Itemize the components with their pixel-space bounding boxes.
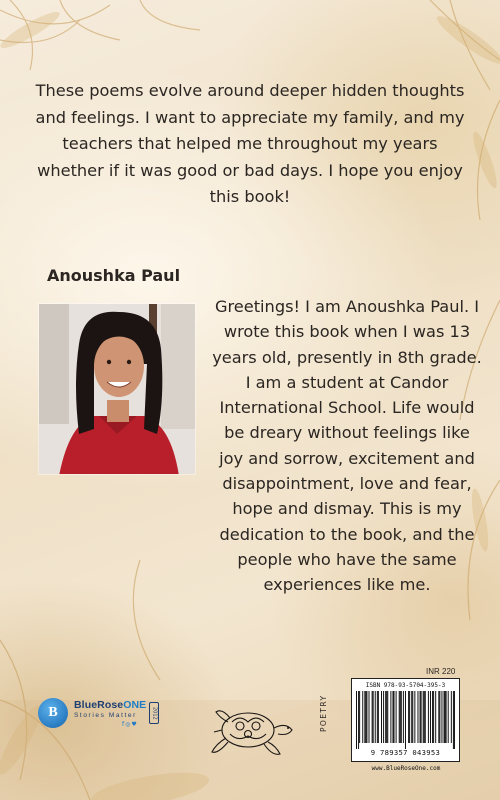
publisher-logo-text — [74, 699, 146, 728]
barcode-bar — [381, 691, 382, 743]
barcode-bar — [438, 691, 439, 743]
author-bio: Greetings! I am Anoushka Paul. I wrote this book when I was 13 years old, presently in 8th grade. I am a student at Candor International School. Life would be dreary without feelings like joy and sorrow, excitement and disappointment, love and fear, hope and dismay. This is my dedication to the book, and the people who have the same experiences like me. — [212, 297, 482, 595]
barcode-bar — [409, 691, 410, 743]
publisher-year: 2012 — [149, 702, 159, 724]
barcode-bar — [373, 691, 374, 743]
brand-one: ONE — [123, 698, 147, 711]
barcode-bar — [445, 691, 446, 743]
publisher-logo — [38, 698, 159, 728]
brand-main: BlueRose — [74, 698, 124, 711]
barcode-bar — [377, 691, 378, 743]
barcode-bar — [453, 691, 454, 749]
barcode-bar — [446, 691, 447, 743]
barcode-bar — [392, 691, 393, 743]
barcode-bar — [390, 691, 391, 743]
barcode-bar — [400, 691, 401, 743]
barcode-bar — [454, 691, 455, 749]
barcode-bar — [405, 691, 406, 749]
barcode-bars — [356, 691, 455, 749]
barcode-digits: 9 789357 043953 — [370, 748, 441, 757]
barcode-bar — [356, 691, 357, 749]
isbn-barcode — [351, 678, 460, 762]
barcode-bar — [369, 691, 370, 743]
barcode-bar — [359, 691, 360, 743]
barcode-bar — [433, 691, 434, 743]
barcode-bar — [403, 691, 404, 743]
barcode-bar — [399, 691, 400, 743]
barcode-bar — [396, 691, 397, 743]
barcode-bar — [448, 691, 449, 743]
barcode-bar — [372, 691, 373, 743]
publisher-url: www.BlueRoseOne.com — [371, 765, 441, 772]
barcode-bar — [430, 691, 431, 743]
barcode-bar — [423, 691, 424, 743]
barcode-bar — [364, 691, 365, 743]
barcode-bar — [387, 691, 388, 743]
barcode-bar — [451, 691, 452, 743]
price-label: INR 220 — [426, 667, 456, 676]
intro-paragraph: These poems evolve around deeper hidden thoughts and feelings. I want to appreciate my family, and my teachers that helped me throughout my years whether if it was good or bad days. I hope you enjoy this book! — [35, 81, 465, 206]
barcode-bar — [441, 691, 442, 743]
barcode-bar — [401, 691, 402, 743]
barcode-bar — [385, 691, 386, 743]
barcode-bar — [439, 691, 440, 743]
barcode-bar — [425, 691, 426, 743]
publisher-tagline: Stories Matter — [74, 711, 137, 719]
barcode-bar — [444, 691, 445, 743]
barcode-bar — [417, 691, 418, 743]
genre-label: POETRY — [319, 694, 328, 732]
barcode-bar — [412, 691, 413, 743]
barcode-bar — [378, 691, 379, 743]
barcode-bar — [358, 691, 359, 749]
barcode-bar — [386, 691, 387, 743]
isbn-label: ISBN 978-93-5704-395-3 — [365, 682, 446, 689]
bluerose-logo-icon: B — [38, 698, 68, 728]
barcode-bar — [432, 691, 433, 743]
barcode-bar — [411, 691, 412, 743]
barcode-bar — [428, 691, 429, 743]
barcode-bar — [394, 691, 395, 743]
barcode-bar — [435, 691, 436, 743]
barcode-bar — [362, 691, 363, 743]
social-icons: f◎♥ — [122, 720, 138, 728]
author-name: Anoushka Paul — [47, 266, 181, 285]
publisher-brand — [74, 699, 146, 711]
barcode-bar — [366, 691, 367, 743]
barcode-bar — [414, 691, 415, 743]
barcode-bar — [375, 691, 376, 743]
barcode-bar — [365, 691, 366, 743]
author-portrait-photo — [38, 303, 196, 475]
barcode-bar — [424, 691, 425, 743]
barcode-bar — [421, 691, 422, 743]
barcode-bar — [408, 691, 409, 743]
barcode-bar — [420, 691, 421, 743]
barcode-bar — [383, 691, 384, 743]
turtle-icon — [208, 702, 296, 762]
